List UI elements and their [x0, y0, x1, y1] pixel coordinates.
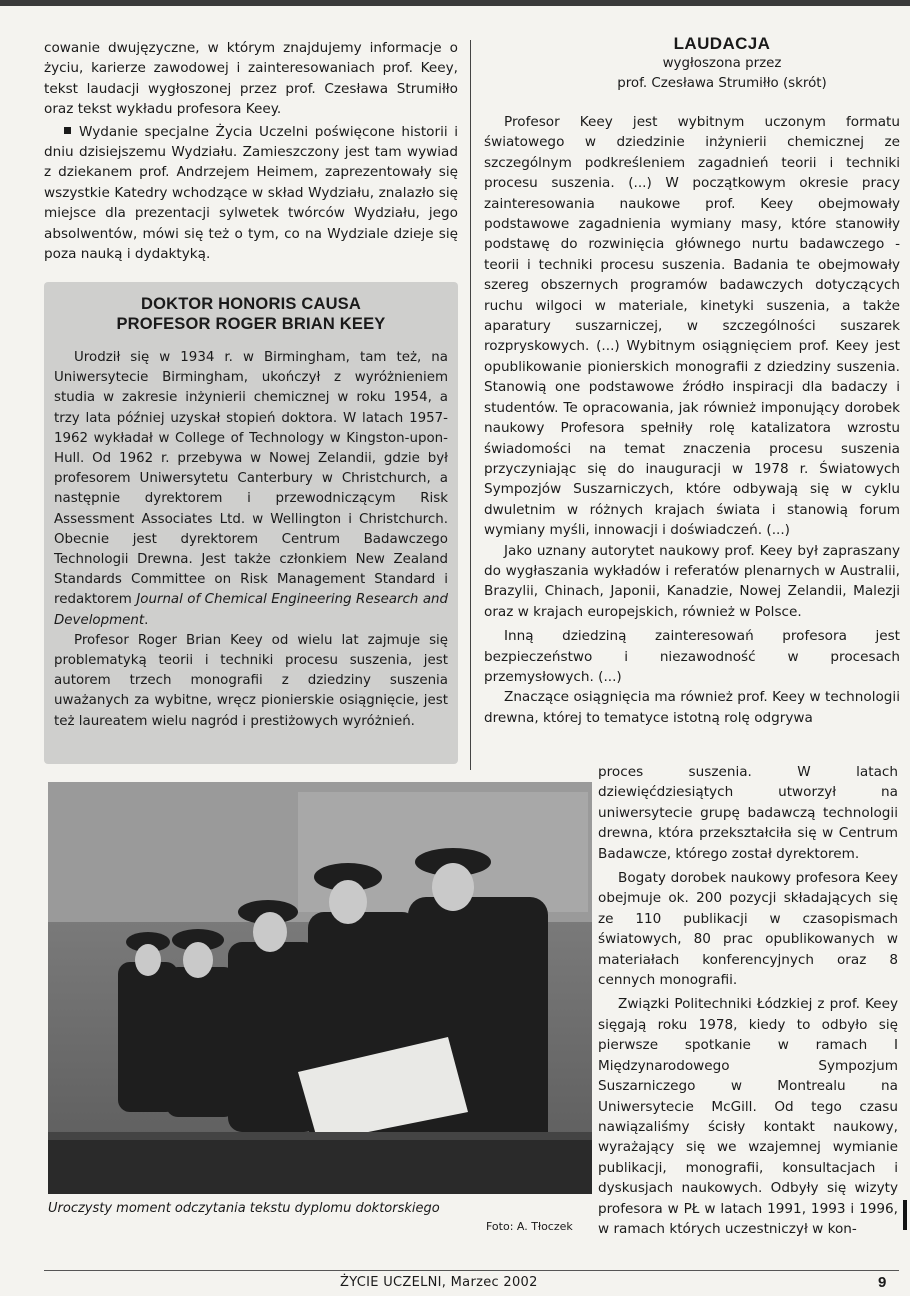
top-edge-strip — [0, 0, 910, 6]
laudacja-paragraph-4-narrow: proces suszenia. W latach dziewięćdziesiątych utworzył na uniwersytecie grupę badawczą technologii drewna, która przekształciła się w Centrum Badawcze, którego został dyrektorem. — [598, 764, 898, 862]
page-footer — [0, 1274, 910, 1296]
footer-rule — [44, 1270, 899, 1271]
photo-caption: Uroczysty moment odczytania tekstu dyplomu doktorskiego — [48, 1201, 440, 1216]
edge-mark — [903, 1200, 907, 1230]
laudacja-paragraph-5: Bogaty dorobek naukowy profesora Keey obejmuje ok. 200 pozycji składających się ze 110 publikacji w czasopismach światowych, 80 prac opublikowanych w materiałach konferencyjnych oraz 8 cennych monografii. — [598, 870, 898, 989]
box-title — [54, 294, 448, 334]
journal-title: Journal of Chemical Engineering Research and Development — [54, 592, 449, 628]
footer-publication: ŻYCIE UCZELNI, Marzec 2002 — [340, 1275, 538, 1290]
honoris-causa-box — [44, 282, 458, 764]
ceremony-photo-illustration — [48, 782, 592, 1194]
right-column — [484, 34, 900, 728]
left-column — [44, 38, 458, 264]
box-paragraph-1 — [54, 348, 448, 631]
photo-credit: Foto: A. Tłoczek — [486, 1220, 573, 1233]
bullet-square-icon — [64, 127, 71, 134]
laudacja-paragraph-3: Inną dziedziną zainteresowań profesora jest bezpieczeństwo i niezawodność w procesach przemysłowych. (...) — [484, 628, 900, 685]
laudacja-paragraph-1: Profesor Keey jest wybitnym uczonym formatu światowego w dziedzinie inżynierii chemicznej ze szczególnym podkreśleniem zagadnień teorii i techniki procesu suszenia. (...) W początkowym okresie pracy zainteresowania naukowe prof. Keey obejmowały podstawowe zagadnienia wymiany masy, które stanowiły podstawę do rozwinięcia głównego nurtu badawczego - teorii i techniki procesu suszenia. Badania te obejmowały szereg obszernych programów badawczych dotyczących ruchu wilgoci w materiale, kinetyki suszenia, a także aparatury suszarniczej, w szczególności suszarek rozpryskowych. (...) Wybitnym osiągnięciem prof. Keey jest opublikowanie pionierskich monografii z dziedziny suszenia. Stanowią one podstawowe źródło inspiracji dla badaczy i studentów. Te opracowania, jak również imponujący dorobek naukowy Profesora spełniły rolę katalizatora wzrostu świadomości na temat znaczenia procesu suszenia przyczyniając się do inauguracji w 1978 r. Światowych Sympozjów Suszarniczych, które odbywają się w cyklu dwuletnim w różnych krajach świata i stanowią forum wymiany myśli, innowacji i doświadczeń. (...) — [484, 114, 900, 539]
box-title-line-1: DOKTOR HONORIS CAUSA — [140, 295, 362, 313]
page-number: 9 — [878, 1274, 887, 1291]
right-narrow-column — [598, 762, 898, 1239]
laudacja-heading: LAUDACJA — [673, 34, 771, 53]
box-para1-end: . — [144, 612, 149, 628]
box-paragraph-2: Profesor Roger Brian Keey od wielu lat zajmuje się problematyką teorii i techniki procesu suszenia, jest autorem trzech monografii z dziedziny suszenia uważanych za wybitne, wręcz pionierskie osiągnięcie, jest też laureatem wielu nagród i prestiżowych wyróżnień. — [54, 632, 448, 729]
ceremony-photo — [48, 782, 592, 1194]
laudacja-subheading-2: prof. Czesława Strumiłło (skrót) — [617, 76, 827, 91]
box-para1-main: Urodził się w 1934 r. w Birmingham, tam też, na Uniwersytecie Birmingham, ukończył z wyróżnieniem studia w zakresie inżynierii chemicznej w roku 1954, a trzy lata później uzyskał stopień doktora. W latach 1957-1962 wykładał w College of Technology w Kingston-upon-Hull. Od 1962 r. przebywa w Nowej Zelandii, gdzie był profesorem Uniwersytetu Canterbury w Christchurch, a następnie dyrektorem i przewodniczącym Risk Assessment Associates Ltd. w Wellington i Christchurch. Obecnie jest dyrektorem Centrum Badawczego Technologii Drewna. Jest także członkiem New Zealand Standards Committee on Risk Management Standard i redaktorem — [54, 350, 448, 608]
column-divider — [470, 40, 471, 770]
laudacja-paragraph-4-wide: Znaczące osiągnięcia ma również prof. Keey w technologii drewna, której to tematyce istotną rolę odgrywa — [484, 689, 900, 726]
bullet-paragraph-text: Wydanie specjalne Życia Uczelni poświęcone historii i dniu dzisiejszemu Wydziału. Zamieszczony jest tam wywiad z dziekanem prof. Andrzejem Heimem, zaprezentowały się wszystkie Katedry wchodzące w skład Wydziału, znalazło się miejsce dla prezentacji sylwetek twórców Wydziału, jego absolwentów, mówi się też o tym, co na Wydziale dzieje się poza nauką i dydaktyką. — [44, 123, 458, 263]
box-title-line-2: PROFESOR ROGER BRIAN KEEY — [116, 315, 386, 333]
laudacja-paragraph-2: Jako uznany autorytet naukowy prof. Keey był zapraszany do wygłaszania wykładów i referatów plenarnych w Australii, Brazylii, Chinach, Japonii, Kanadzie, Nowej Zelandii, Malezji oraz w krajach europejskich, również w Polsce. — [484, 542, 900, 620]
intro-paragraph: cowanie dwujęzyczne, w którym znajdujemy informacje o życiu, karierze zawodowej i zainteresowaniach prof. Keey, tekst laudacji wygłoszonej przez prof. Czesława Strumiłło oraz tekst wykładu profesora Keey. — [44, 40, 458, 118]
bullet-paragraph — [44, 122, 458, 265]
laudacja-subheading-1: wygłoszona przez — [662, 56, 782, 71]
laudacja-paragraph-6: Związki Politechniki Łódzkiej z prof. Keey sięgają roku 1978, kiedy to odbyło się pierwsze spotkanie w ramach I Międzynarodowego Sympozjum Suszarniczego w Montrealu na Uniwersytecie McGill. Od tego czasu nawiązaliśmy ścisły kontakt naukowy, wyrażający się we wzajemnej wymianie publikacji, monografii, konsultacjach i dyskusjach naukowych. Odbyły się wizyty profesora w PŁ w latach 1991, 1993 i 1996, w ramach których uczestniczył w kon- — [598, 996, 898, 1237]
